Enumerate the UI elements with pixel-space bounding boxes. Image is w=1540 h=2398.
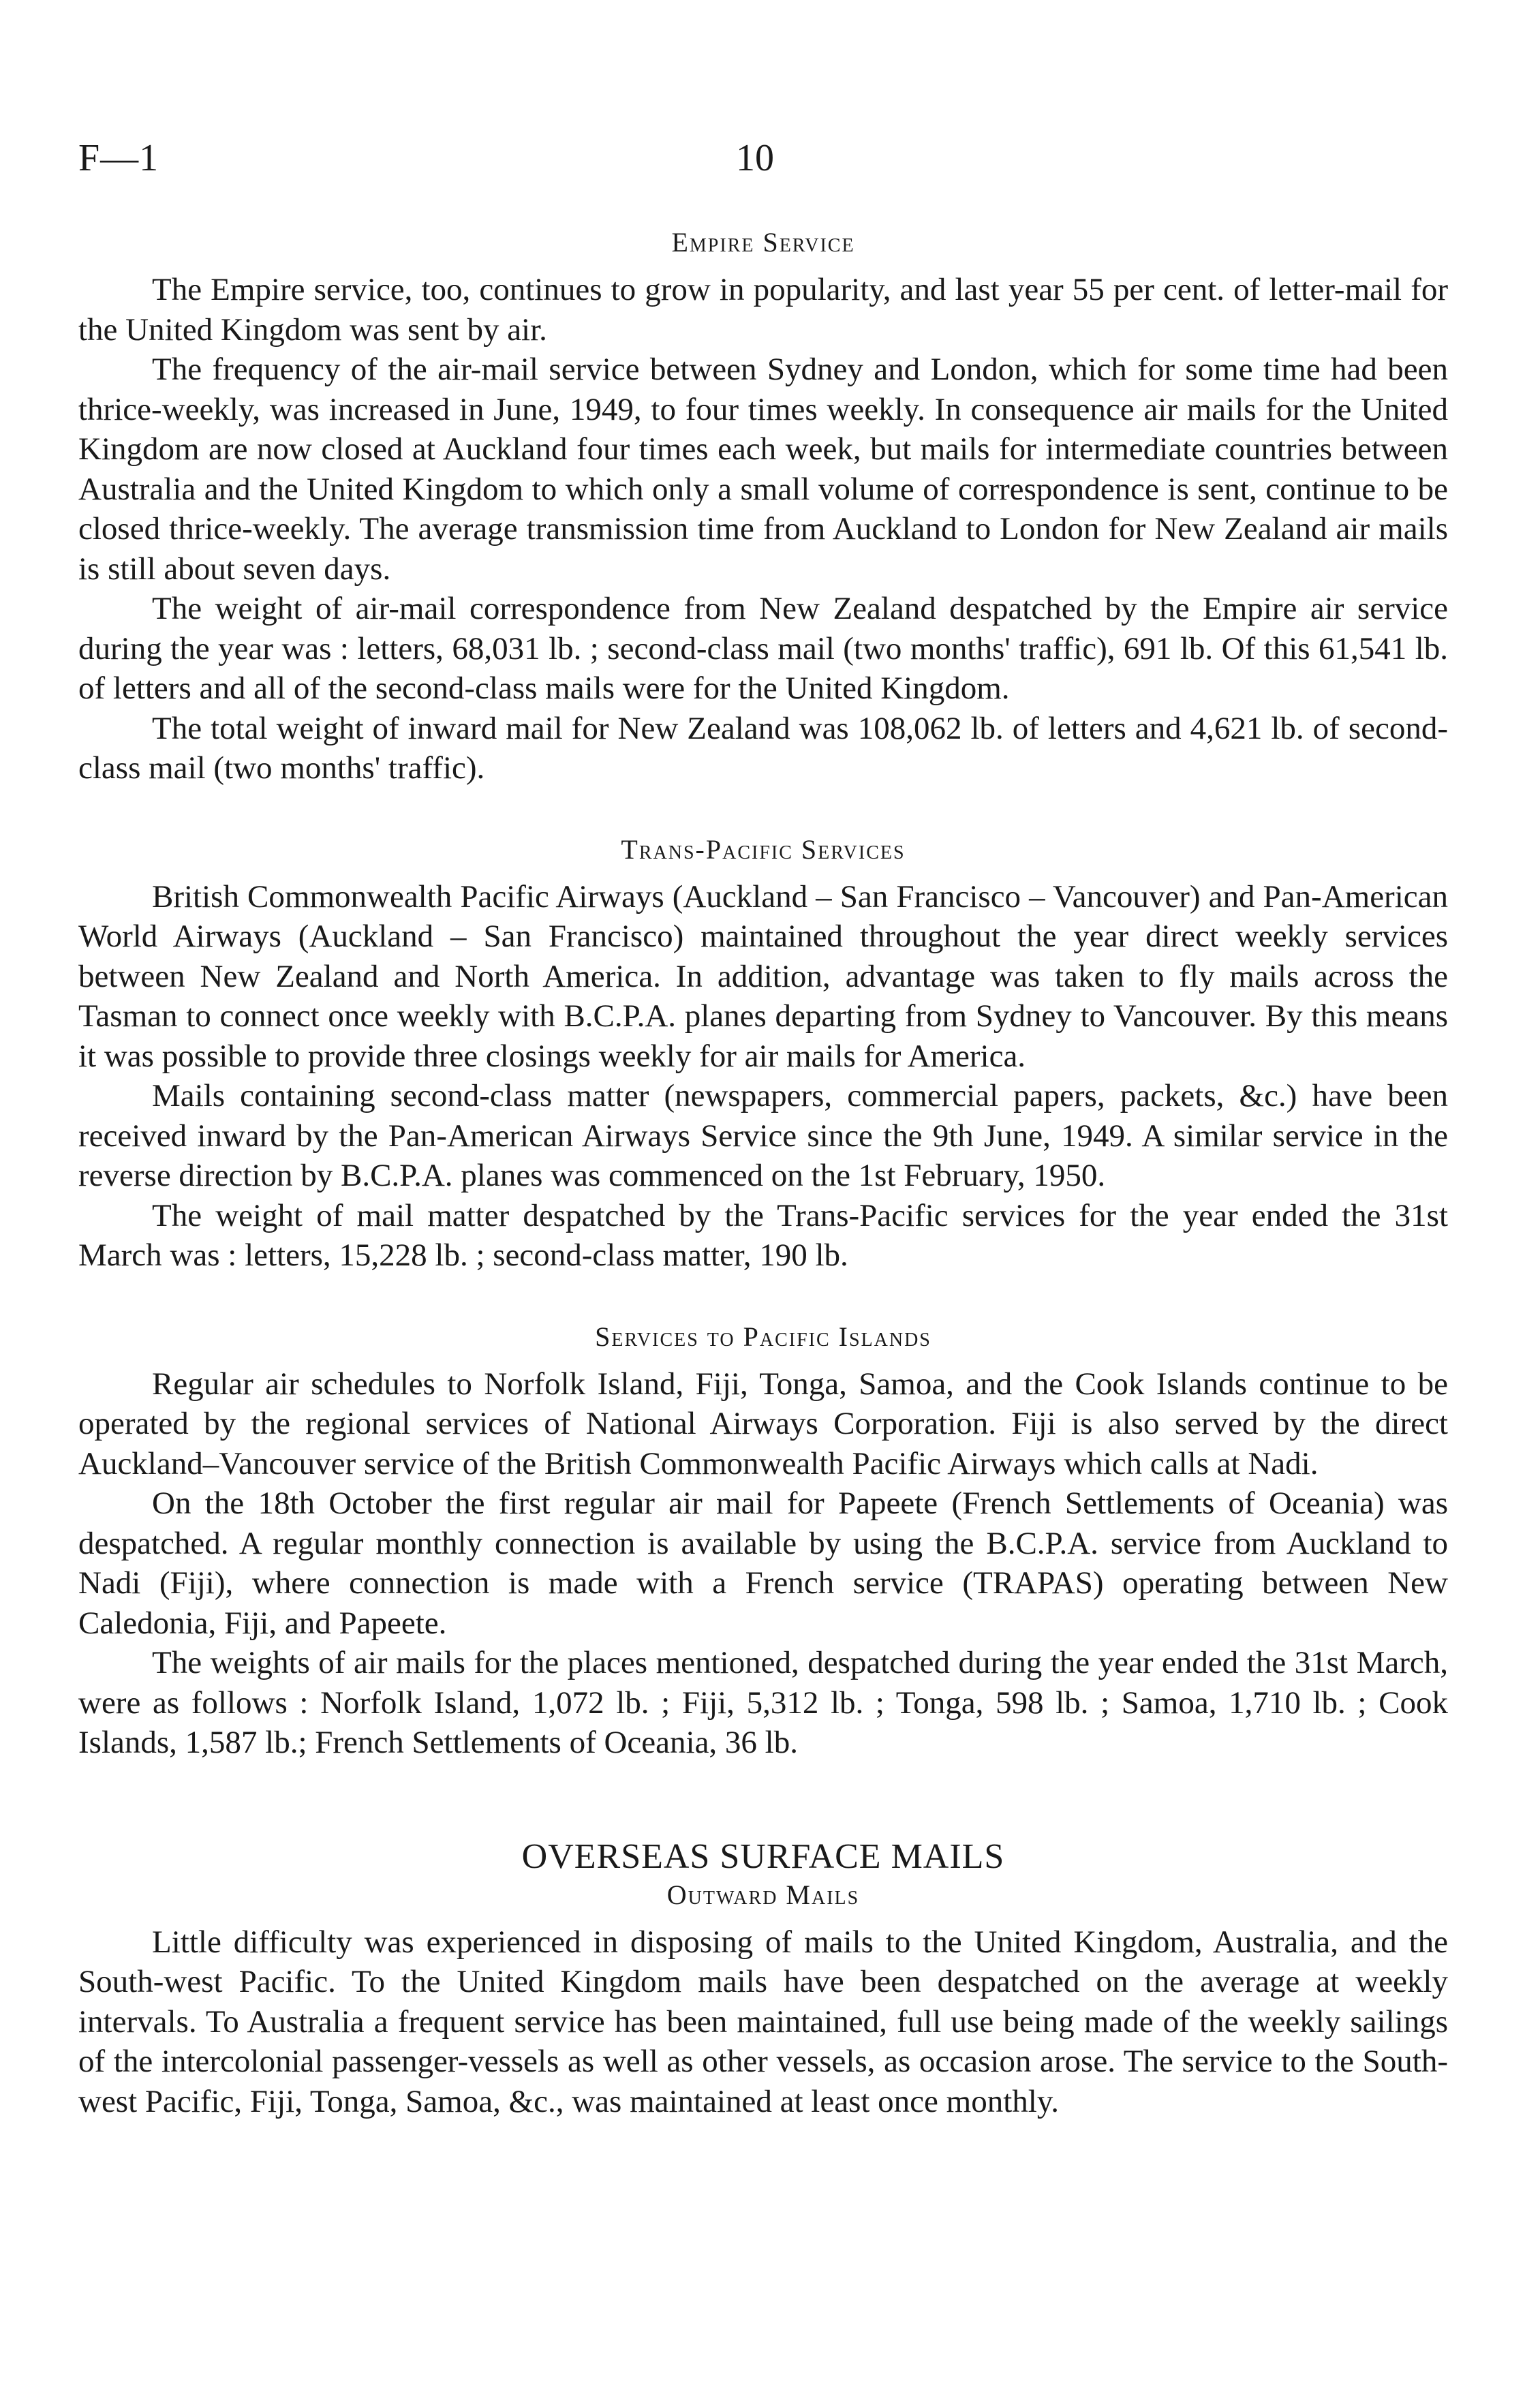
page-number: 10 <box>736 137 774 179</box>
page-content <box>78 225 1448 2121</box>
paragraph: The total weight of inward mail for New Zealand was 108,062 lb. of letters and 4,621 lb. of second-class mail (two months' traffic). <box>78 710 1448 786</box>
section-heading-empire-service: Empire Service <box>671 227 855 258</box>
paragraph: Regular air schedules to Norfolk Island, Fiji, Tonga, Samoa, and the Cook Islands continue to be operated by the regional services of National Airways Corporation. Fiji is also served by the direct Auckland–Vancouver service of the British Commonwealth Pacific Airways which calls at Nadi. <box>78 1366 1448 1481</box>
paragraph: The weight of air-mail correspondence from New Zealand despatched by the Empire air service during the year was : letters, 68,031 lb. ; second-class mail (two months' traffic), 691 lb. Of this 61,541 lb. of letters and all of the second-class mails were for the United Kingdom. <box>78 591 1448 706</box>
paragraph: On the 18th October the first regular air mail for Papeete (French Settlements of Oceania) was despatched. A regular monthly connection is available by using the B.C.P.A. service from Auckland to Nadi (Fiji), where connection is made with a French service (TRAPAS) operating between New Caledonia, Fiji, and Papeete. <box>78 1486 1448 1641</box>
section-heading-services-to-pacific-islands: Services to Pacific Islands <box>595 1321 931 1352</box>
section-heading-trans-pacific-services: Trans-Pacific Services <box>621 833 906 865</box>
paragraph: The weight of mail matter despatched by the Trans-Pacific services for the year ended the 31st March was : letters, 15,228 lb. ; second-class matter, 190 lb. <box>78 1197 1448 1273</box>
paragraph: The Empire service, too, continues to grow in popularity, and last year 55 per cent. of letter-mail for the United Kingdom was sent by air. <box>78 272 1448 348</box>
paragraph: The weights of air mails for the places mentioned, despatched during the year ended the 31st March, were as follows : Norfolk Island, 1,072 lb. ; Fiji, 5,312 lb. ; Tonga, 598 lb. ; Samoa, 1,710 lb. ; Cook Islands, 1,587 lb.; French Settlements of Oceania, 36 lb. <box>78 1645 1448 1760</box>
paragraph: Mails containing second-class matter (newspapers, commercial papers, packets, &c.) have been received inward by the Pan-American Airways Service since the 9th June, 1949. A similar service in the reverse direction by B.C.P.A. planes was commenced on the 1st February, 1950. <box>78 1078 1448 1193</box>
report-reference: F—1 <box>78 137 159 179</box>
paragraph: Little difficulty was experienced in disposing of mails to the United Kingdom, Australia, and the South-west Pacific. To the United Kingdom mails have been despatched on the average at weekly intervals. To Australia a frequent service has been maintained, full use being made of the weekly sailings of the intercolonial passenger-vessels as well as other vessels, as occasion arose. The service to the South-west Pacific, Fiji, Tonga, Samoa, &c., was maintained at least once monthly. <box>78 1924 1448 2119</box>
chapter-title-overseas-surface-mails: OVERSEAS SURFACE MAILS <box>521 1836 1005 1876</box>
paragraph: British Commonwealth Pacific Airways (Auckland – San Francisco – Vancouver) and Pan-American World Airways (Auckland – San Francisco) maintained throughout the year direct weekly services between New Zealand and North America. In addition, advantage was taken to fly mails across the Tasman to connect once weekly with B.C.P.A. planes departing from Sydney to Vancouver. By this means it was possible to provide three closings weekly for air mails for America. <box>78 878 1448 1074</box>
section-heading-outward-mails: Outward Mails <box>666 1879 860 1910</box>
paragraph: The frequency of the air-mail service between Sydney and London, which for some time had been thrice-weekly, was increased in June, 1949, to four times weekly. In consequence air mails for the United Kingdom are now closed at Auckland four times each week, but mails for intermediate countries between Australia and the United Kingdom to which only a small volume of correspondence is sent, continue to be closed thrice-weekly. The average transmission time from Auckland to London for New Zealand air mails is still about seven days. <box>78 352 1448 587</box>
